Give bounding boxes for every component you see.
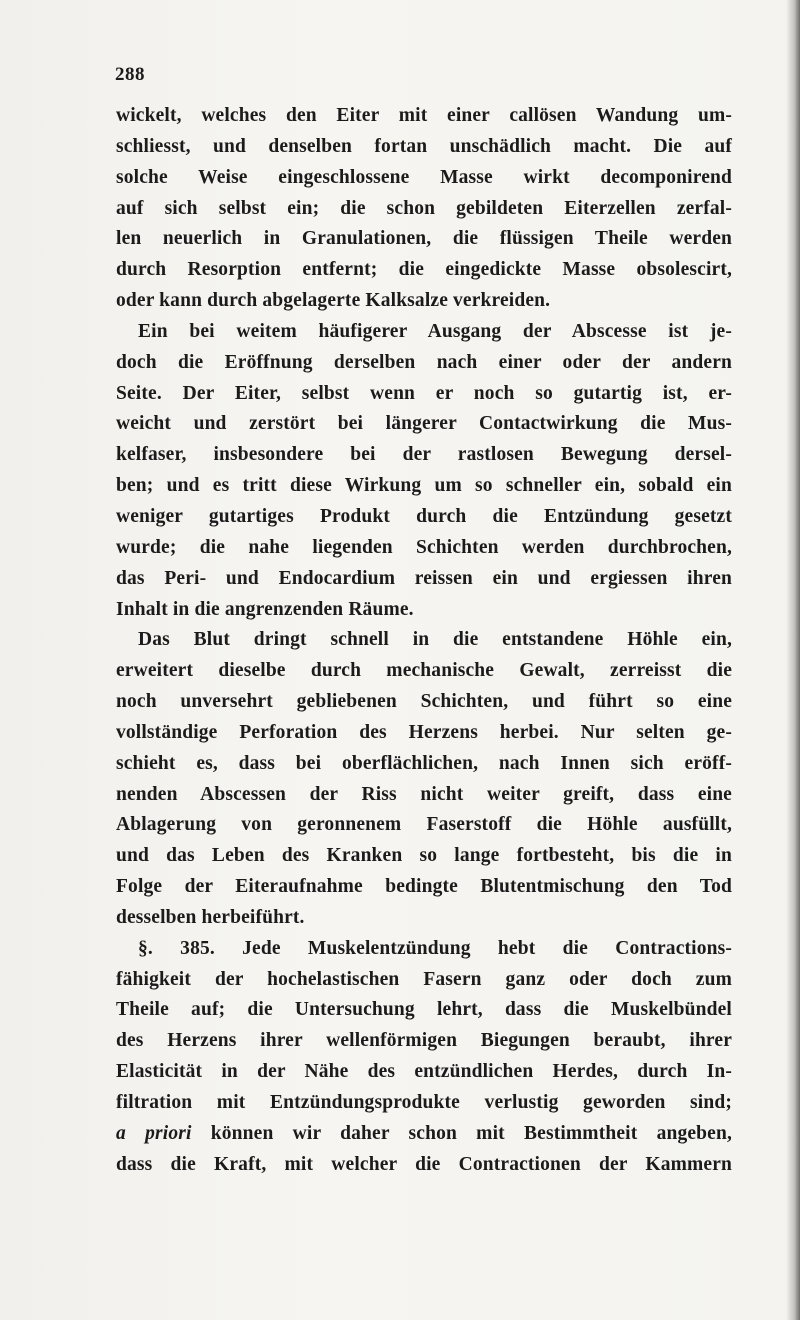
text-line: ben; und es tritt diese Wirkung um so schneller ein, sobald ein bbox=[116, 475, 732, 497]
text-line: wickelt, welches den Eiter mit einer callösen Wandung um- bbox=[116, 105, 732, 126]
text-line: kelfaser, insbesondere bei der rastlosen Bewegung dersel- bbox=[116, 444, 732, 466]
paragraph-start-line: Ein bei weitem häufigerer Ausgang der Abscesse ist je- bbox=[138, 320, 732, 342]
page-number: 288 bbox=[115, 64, 145, 85]
text-line: Inhalt in die angrenzenden Räume. bbox=[116, 598, 414, 620]
text-line: schieht es, dass bei oberflächlichen, nach Innen sich eröff- bbox=[116, 752, 732, 774]
text-line: weniger gutartiges Produkt durch die Entzündung gesetzt bbox=[116, 505, 732, 527]
text-line: solche Weise eingeschlossene Masse wirkt decomponirend bbox=[116, 166, 732, 188]
text-line: noch unversehrt gebliebenen Schichten, und führt so eine bbox=[116, 691, 732, 713]
text-line: auf sich selbst ein; die schon gebildeten Eiterzellen zerfal- bbox=[116, 197, 732, 219]
text-line: wurde; die nahe liegenden Schichten werden durchbrochen, bbox=[116, 536, 732, 558]
text-line: fähigkeit der hochelastischen Fasern ganz oder doch zum bbox=[116, 968, 732, 990]
text-line: nenden Abscessen der Riss nicht weiter greift, dass eine bbox=[116, 783, 732, 805]
text-line: des Herzens ihrer wellenförmigen Biegungen beraubt, ihrer bbox=[116, 1030, 732, 1052]
text-line: Folge der Eiteraufnahme bedingte Blutentmischung den Tod bbox=[116, 876, 732, 898]
page-edge-shadow bbox=[786, 0, 800, 1320]
text-line: Elasticität in der Nähe des entzündlichen Herdes, durch In- bbox=[116, 1061, 732, 1083]
text-line: dass die Kraft, mit welcher die Contractionen der Kammern bbox=[116, 1153, 732, 1175]
section-start-line: §. 385. Jede Muskelentzündung hebt die Contractions- bbox=[138, 937, 732, 959]
text-line: Ablagerung von geronnenem Faserstoff die Höhle ausfüllt, bbox=[116, 814, 732, 836]
text-line-rest: können wir daher schon mit Bestimmtheit angeben, bbox=[210, 1122, 733, 1144]
body-text bbox=[116, 101, 732, 1181]
text-line: schliesst, und denselben fortan unschädlich macht. Die auf bbox=[116, 135, 732, 157]
text-line: das Peri- und Endocardium reissen ein und ergiessen ihren bbox=[116, 567, 732, 589]
paragraph-start-line: Das Blut dringt schnell in die entstandene Höhle ein, bbox=[138, 629, 732, 651]
text-line: oder kann durch abgelagerte Kalksalze verkreiden. bbox=[116, 290, 551, 312]
italic-phrase: a priori bbox=[116, 1122, 192, 1144]
text-line: len neuerlich in Granulationen, die flüssigen Theile werden bbox=[116, 228, 732, 250]
text-line: durch Resorption entfernt; die eingedickte Masse obsolescirt, bbox=[116, 259, 732, 281]
text-line-with-italic bbox=[116, 1119, 732, 1150]
text-line: erweitert dieselbe durch mechanische Gewalt, zerreisst die bbox=[116, 660, 732, 682]
text-line: und das Leben des Kranken so lange fortbesteht, bis die in bbox=[116, 845, 732, 867]
text-line: weicht und zerstört bei längerer Contactwirkung die Mus- bbox=[116, 413, 732, 435]
text-line: filtration mit Entzündungsprodukte verlustig geworden sind; bbox=[116, 1092, 732, 1113]
text-line: Seite. Der Eiter, selbst wenn er noch so gutartig ist, er- bbox=[116, 382, 732, 404]
text-line: desselben herbeiführt. bbox=[116, 906, 305, 928]
text-line: vollständige Perforation des Herzens herbei. Nur selten ge- bbox=[116, 721, 732, 743]
text-line: Theile auf; die Untersuchung lehrt, dass die Muskelbündel bbox=[116, 999, 732, 1021]
text-line: doch die Eröffnung derselben nach einer oder der andern bbox=[116, 351, 732, 373]
